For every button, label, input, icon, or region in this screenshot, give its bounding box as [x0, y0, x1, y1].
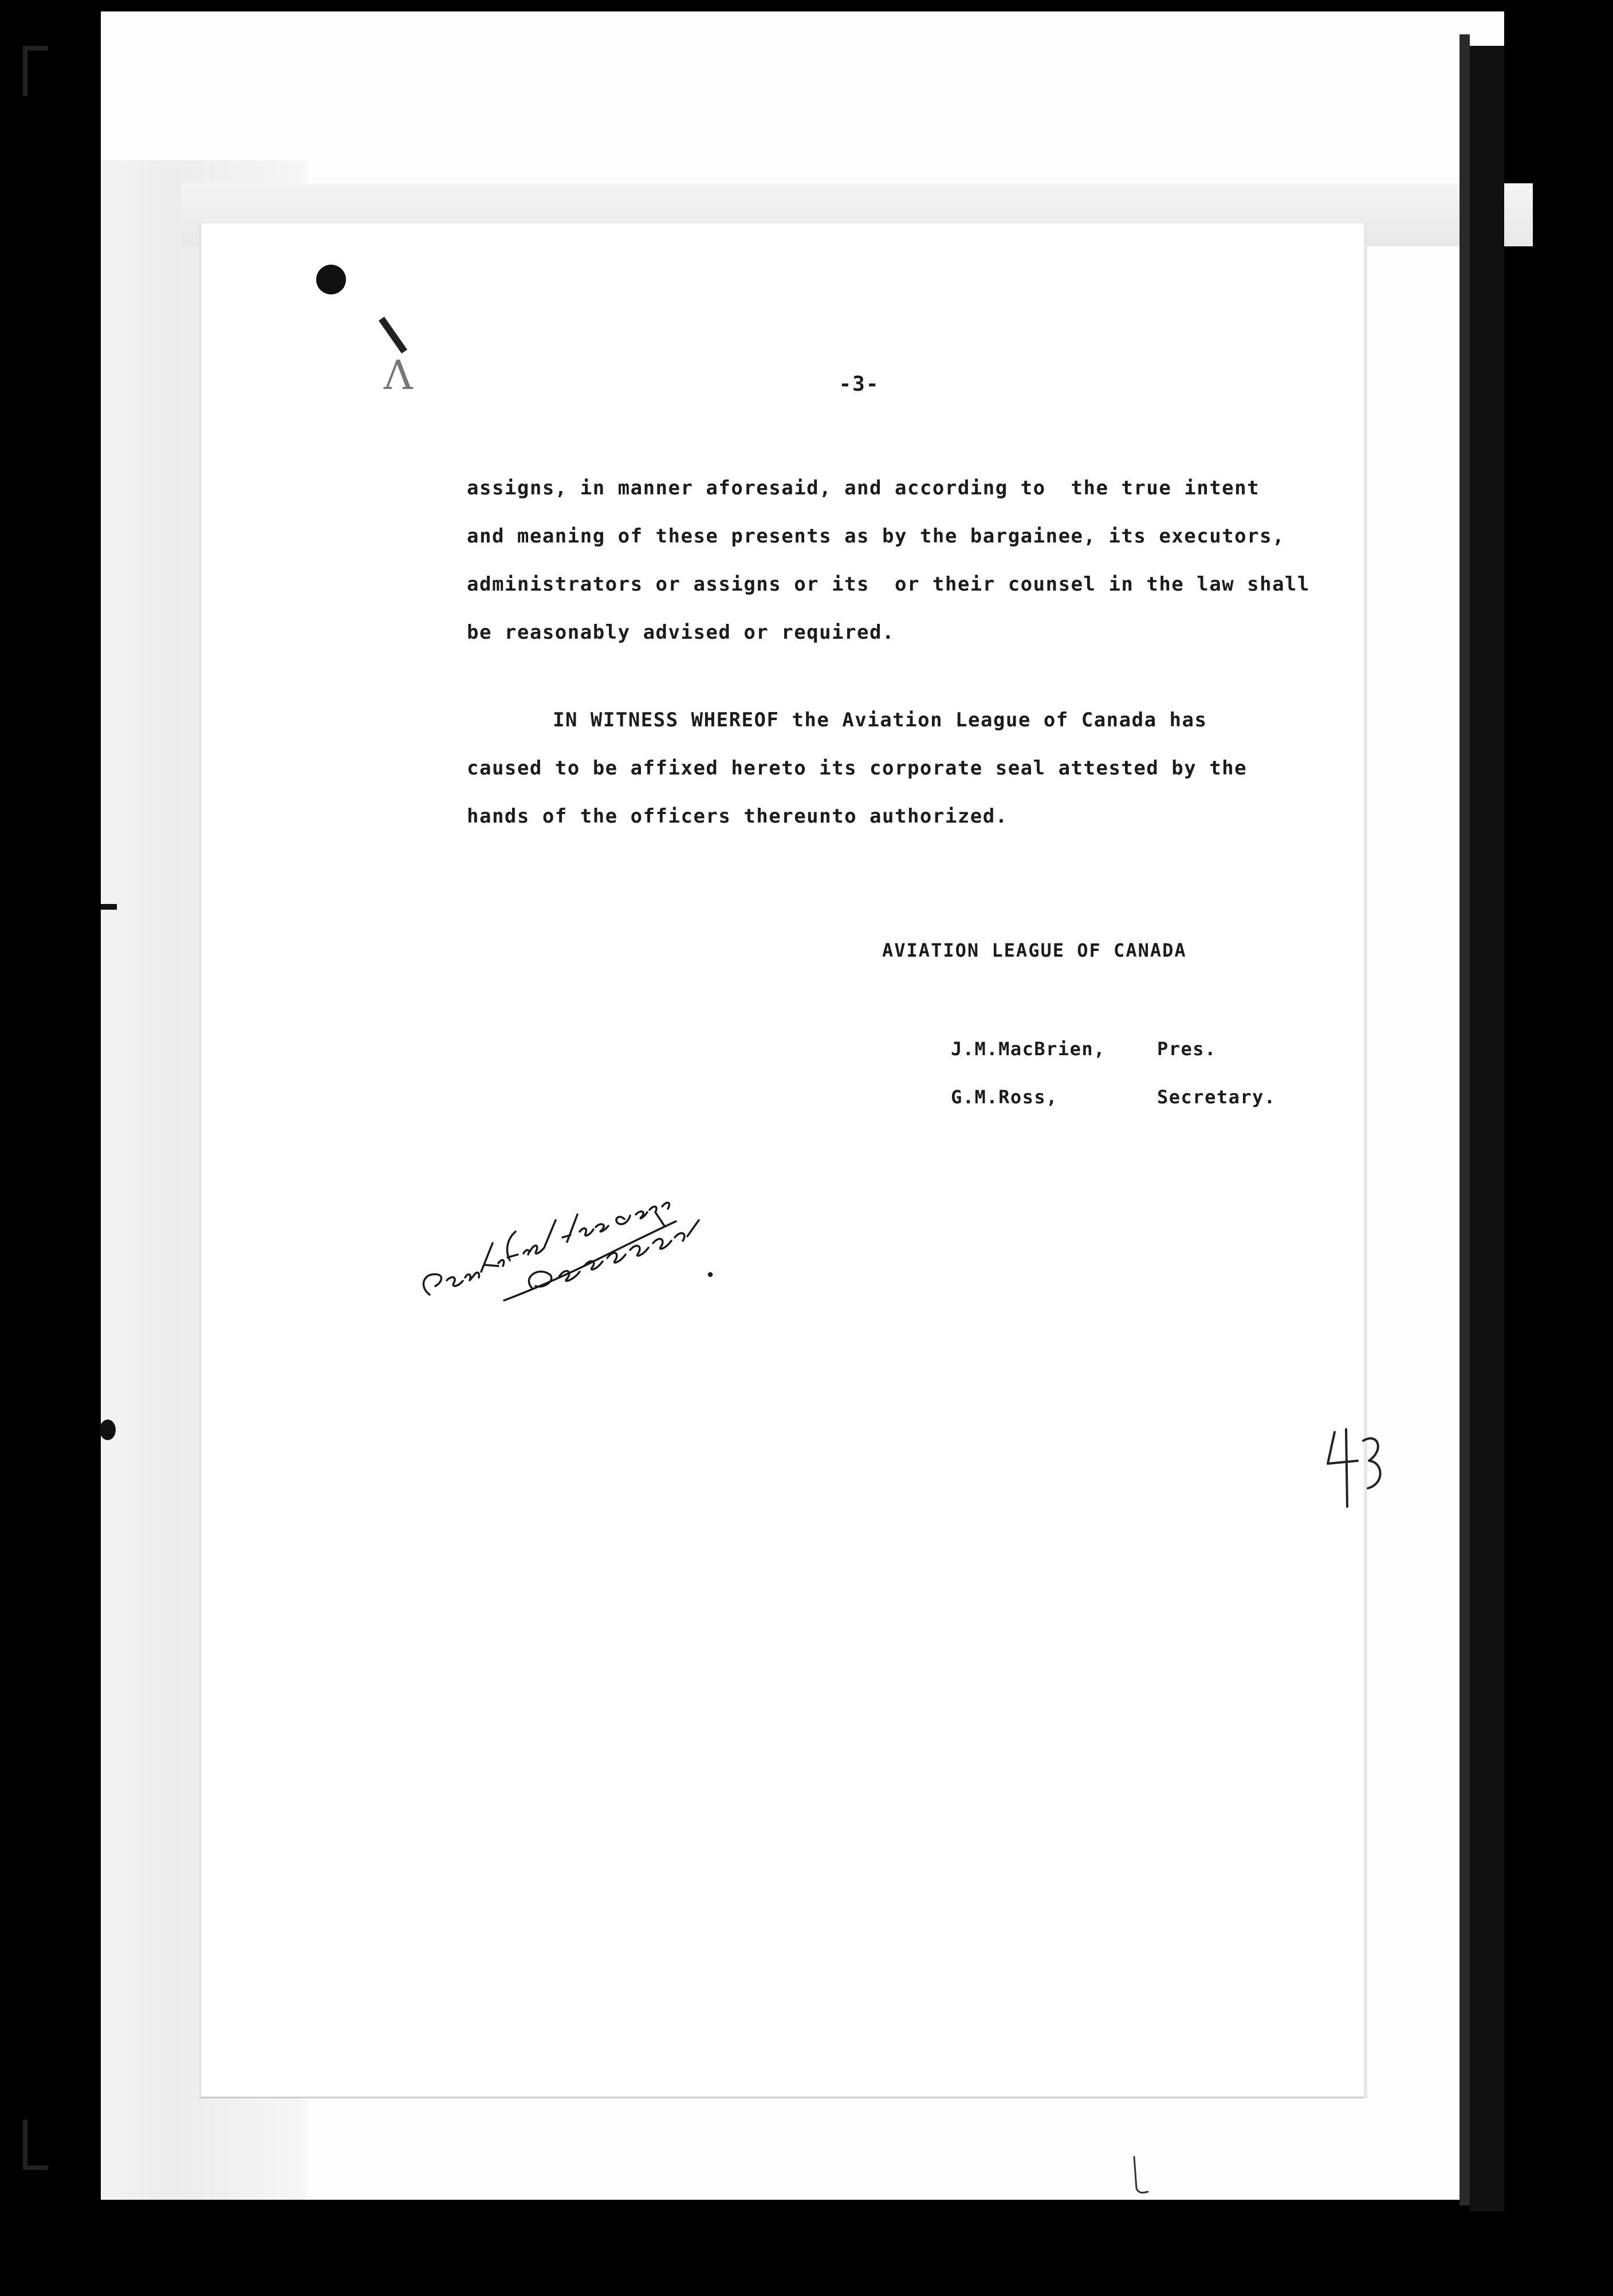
signatory-title: Secretary.: [1157, 1086, 1276, 1108]
text-line: caused to be affixed hereto its corporate seal attested by the: [467, 757, 1248, 780]
paragraph-1: [467, 464, 1441, 656]
text-line: IN WITNESS WHEREOF the Aviation League of Canada has: [553, 709, 1207, 732]
organization-name: AVIATION LEAGUE OF CANADA: [882, 939, 1187, 961]
page-edge-shadow: [1459, 34, 1470, 2205]
crop-mark-top-left: [23, 46, 48, 96]
text-line: hands of the officers thereunto authorized.: [467, 805, 1008, 828]
crop-mark-bottom-left: [23, 2120, 48, 2170]
stray-pen-mark: [1128, 2154, 1151, 2200]
paragraph-2: [467, 696, 1441, 840]
text-line: and meaning of these presents as by the bargainee, its executors,: [467, 525, 1285, 548]
hole-punch: [316, 265, 346, 294]
signatory-name: J.M.MacBrien,: [951, 1038, 1106, 1060]
pencil-mark: Ʌ: [384, 352, 413, 399]
text-line: administrators or assigns or its or their counsel in the law shall: [467, 573, 1310, 596]
page-number: -3-: [839, 372, 880, 396]
text-line: assigns, in manner aforesaid, and according to the true intent: [467, 477, 1260, 500]
edge-dot: [100, 1420, 116, 1440]
handwritten-folio-number: [1323, 1421, 1386, 1512]
handwritten-certification: [412, 1180, 813, 1306]
signatory-name: G.M.Ross,: [951, 1086, 1058, 1108]
signatory-title: Pres.: [1157, 1038, 1217, 1060]
text-line: be reasonably advised or required.: [467, 621, 895, 644]
edge-notch: [101, 904, 117, 910]
page-edge-dark: [1470, 46, 1504, 2211]
